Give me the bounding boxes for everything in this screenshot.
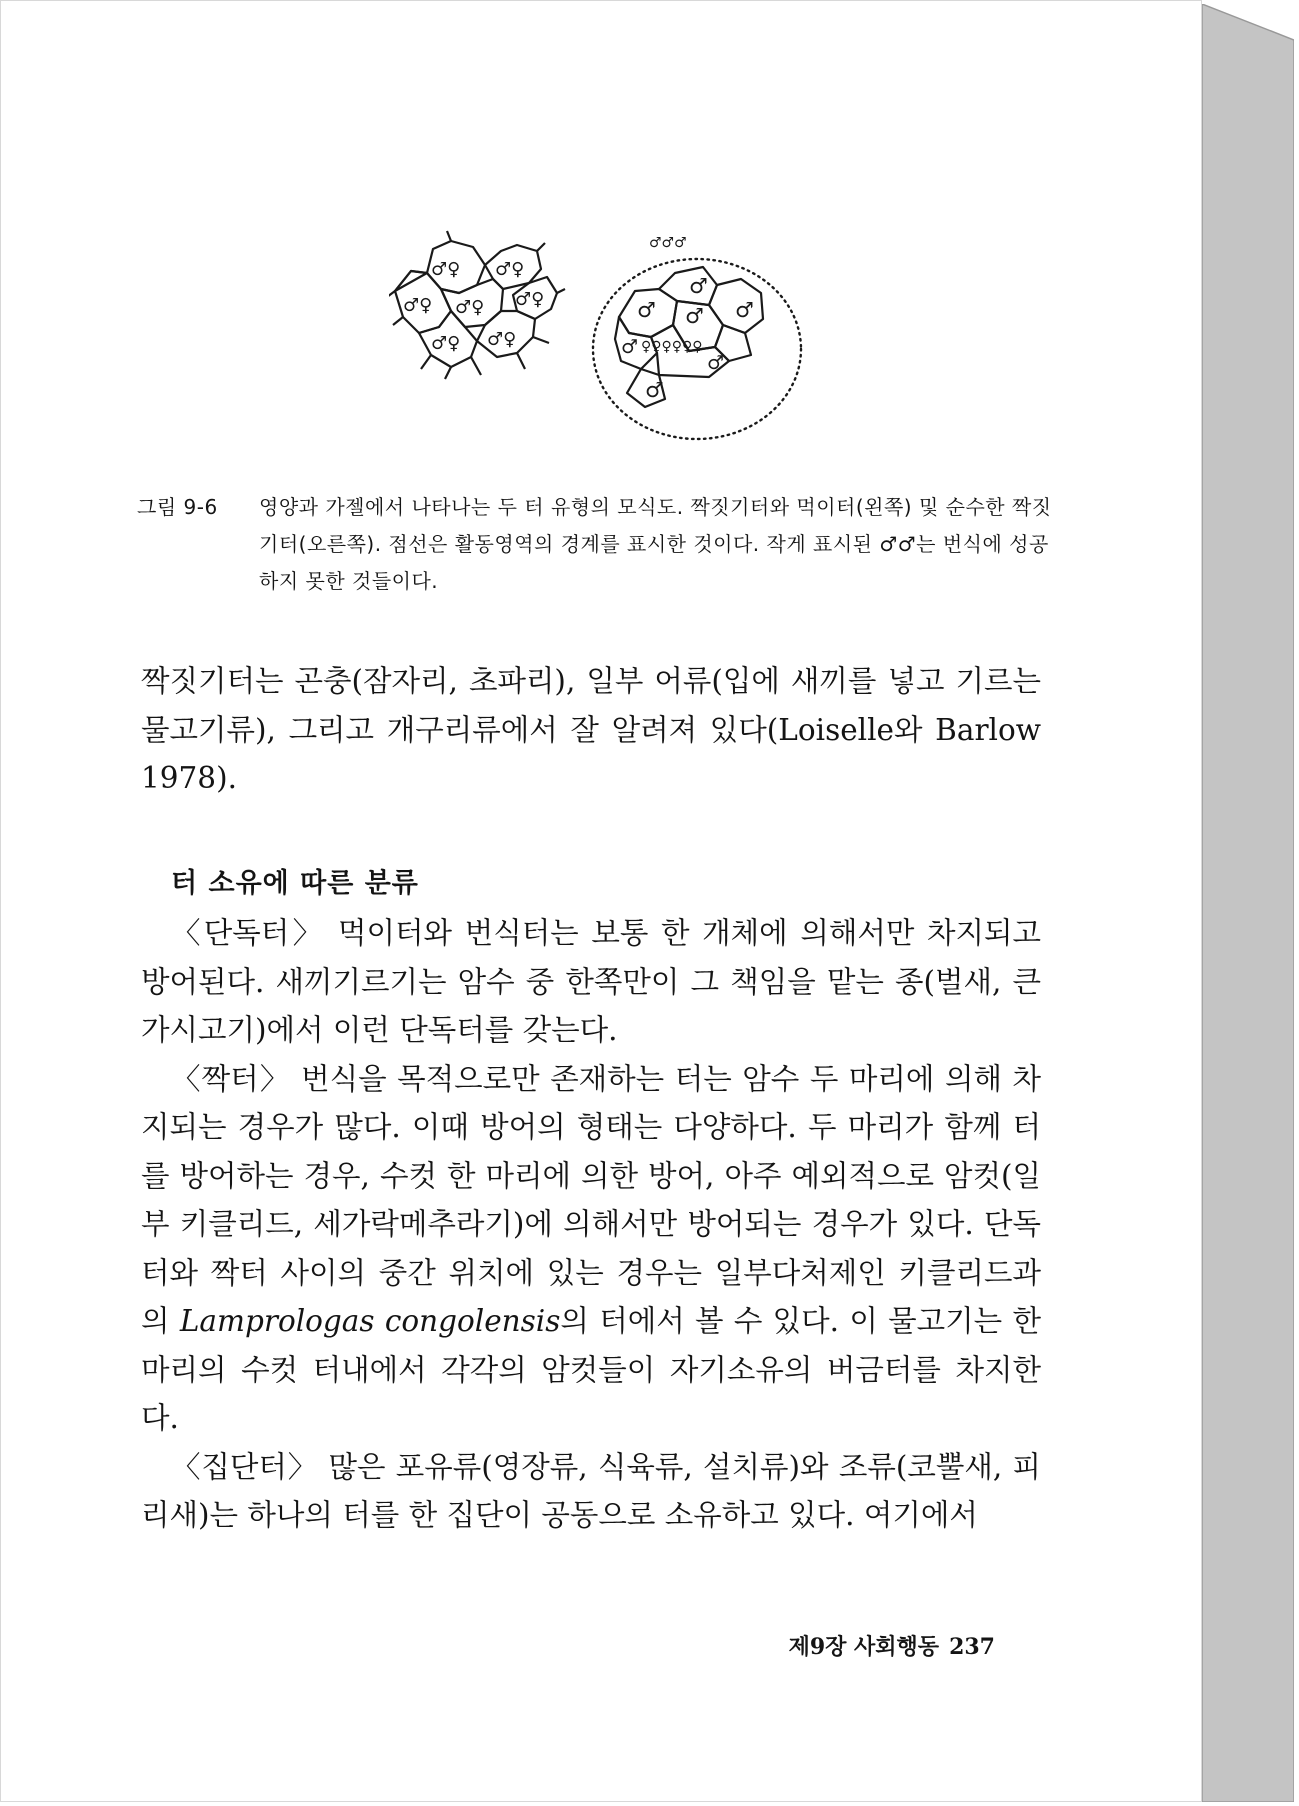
paragraph-text: 의 터에서 볼 수 있다. 이 물고기는 한 마리의 수컷 터내에서 각각의 암컷들이 자기소유의 버금터를 차지한다. bbox=[141, 1304, 1041, 1435]
figure-label: 그림 9-6 bbox=[137, 495, 218, 519]
page-footer bbox=[779, 1630, 995, 1661]
figure-9-6 bbox=[389, 229, 809, 447]
female-symbols: ♀♀♀♀♀♀ bbox=[641, 339, 703, 355]
page-number: 237 bbox=[949, 1634, 995, 1660]
pair-symbol: ♂♀ bbox=[431, 333, 461, 354]
male-symbol: ♂ bbox=[645, 378, 664, 402]
paragraph-mating-territory bbox=[141, 657, 1041, 803]
classification-paragraphs bbox=[141, 909, 1041, 1540]
section-heading: 터 소유에 따른 분류 bbox=[171, 868, 419, 899]
male-symbol: ♂ bbox=[621, 336, 639, 358]
pair-symbol: ♂♀ bbox=[487, 329, 517, 350]
male-symbol: ♂ bbox=[637, 298, 656, 322]
figure-caption: 영양과 가젤에서 나타나는 두 터 유형의 모식도. 짝짓기터와 먹이터(왼쪽) 및 순수한 짝짓기터(오른쪽). 점선은 활동영역의 경계를 표시한 것이다. 작게 표시된 ♂♂는 번식에 성공하지 못한 것들이다. bbox=[259, 495, 1052, 593]
paragraph-text: 짝짓기터는 곤충(잠자리, 초파리), 일부 어류(입에 새끼를 넣고 기르는 물고기류), 그리고 개구리류에서 잘 알려져 있다(Loiselle와 Barlow 1978). bbox=[141, 664, 1041, 795]
male-symbol: ♂ bbox=[735, 298, 754, 322]
pair-symbol: ♂♀ bbox=[431, 259, 461, 280]
pair-symbol: ♂♀ bbox=[495, 259, 525, 280]
paragraph-pair-territory bbox=[141, 1055, 1041, 1443]
paragraph-group-territory: 〈집단터〉 많은 포유류(영장류, 식육류, 설치류)와 조류(코뿔새, 피리새)는 하나의 터를 한 집단이 공동으로 소유하고 있다. 여기에서 bbox=[141, 1449, 1041, 1532]
pair-symbol: ♂♀ bbox=[403, 295, 433, 316]
pair-symbol: ♂♀ bbox=[455, 297, 485, 318]
male-symbol: ♂ bbox=[685, 304, 704, 328]
paragraph-single-territory: 〈단독터〉 먹이터와 번식터는 보통 한 개체에 의해서만 차지되고 방어된다. 새끼기르기는 암수 중 한쪽만이 그 책임을 맡는 종(벌새, 큰가시고기)에서 이런 단독터를 갖는다. bbox=[141, 916, 1041, 1047]
page-edge-shadow bbox=[1202, 4, 1294, 1802]
unsuccessful-males: ♂♂♂ bbox=[649, 235, 687, 251]
male-symbol: ♂ bbox=[707, 352, 725, 374]
chapter-title: 제9장 사회행동 bbox=[788, 1634, 940, 1660]
species-name: Lamprologas congolensis bbox=[179, 1304, 561, 1338]
territory-diagram bbox=[389, 229, 809, 447]
paragraph-text: 〈짝터〉 번식을 목적으로만 존재하는 터는 암수 두 마리에 의해 차지되는 경우가 많다. 이때 방어의 형태는 다양하다. 두 마리가 함께 터를 방어하는 경우, 수컷 한 마리에 의한 방어, 아주 예외적으로 암컷(일부 키클리드, 세가락메추라기)에 의해서만 방어되는 경우가 있다. 단독터와 짝터 사이의 중간 위치에 있는 경우는 일부다처제인 키클리드과의 bbox=[141, 1061, 1041, 1338]
male-symbol: ♂ bbox=[689, 274, 708, 298]
pair-symbol: ♂♀ bbox=[515, 289, 545, 310]
